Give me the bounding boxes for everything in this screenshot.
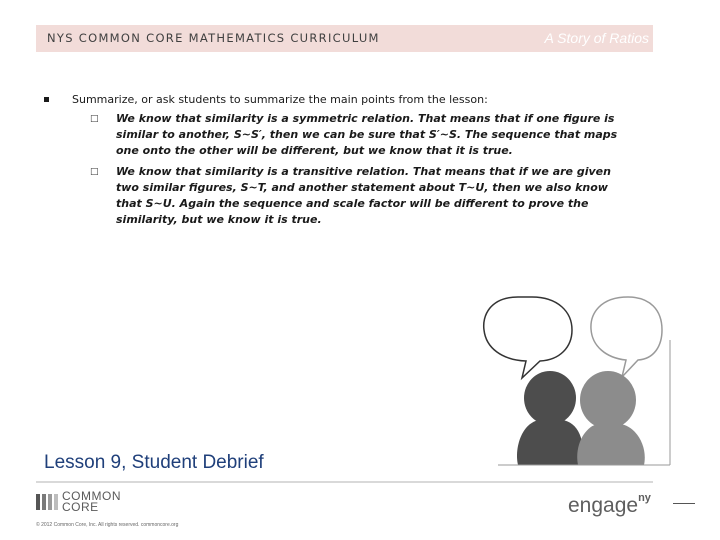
footer-side-line [673, 503, 695, 504]
right-person-icon [577, 371, 645, 465]
lesson-title: Lesson 9, Student Debrief [44, 452, 264, 473]
right-speech-bubble-icon [591, 297, 662, 377]
sub-bullet-text: We know that similarity is a transitive relation. That means that if we are given two similar figures, S~T, and another statement about T~U, then we also know that S~U. Again the sequence and scale factor will be different to prove the similarity, but we know it is true. [116, 165, 611, 226]
engage-ny: ny [638, 492, 651, 504]
sub-bullet-marker: □ [90, 114, 99, 124]
copyright-notice: © 2012 Common Core, Inc. All rights reserved. commoncore.org [36, 522, 179, 528]
footer-divider [36, 481, 653, 483]
speech-bubbles-people-illustration [470, 290, 675, 470]
sub-bullet-symmetric [40, 111, 630, 159]
story-title: A Story of Ratios [544, 30, 649, 46]
common-core-logo-text [62, 491, 121, 513]
sub-bullet-text: We know that similarity is a symmetric relation. That means that if one figure is similar to another, S~S′, then we can be sure that S′~S. The sequence that maps one onto the other will be different, but we know that it is true. [116, 112, 618, 157]
summary-bullet [40, 92, 630, 108]
left-speech-bubble-icon [484, 297, 572, 378]
curriculum-title: NYS COMMON CORE MATHEMATICS CURRICULUM [47, 31, 380, 45]
sub-bullet-transitive [40, 164, 630, 228]
logo-line-2: CORE [62, 500, 99, 514]
engageny-logo [568, 494, 651, 518]
lesson-content [40, 92, 630, 228]
sub-bullet-marker: □ [90, 167, 99, 177]
common-core-logo-icon [36, 492, 60, 512]
left-person-icon [517, 371, 583, 465]
engage-word: engage [568, 494, 639, 517]
bullet-marker [44, 97, 49, 102]
summary-text: Summarize, or ask students to summarize the main points from the lesson: [72, 93, 488, 106]
logo-line-1: COMMON [62, 489, 121, 503]
